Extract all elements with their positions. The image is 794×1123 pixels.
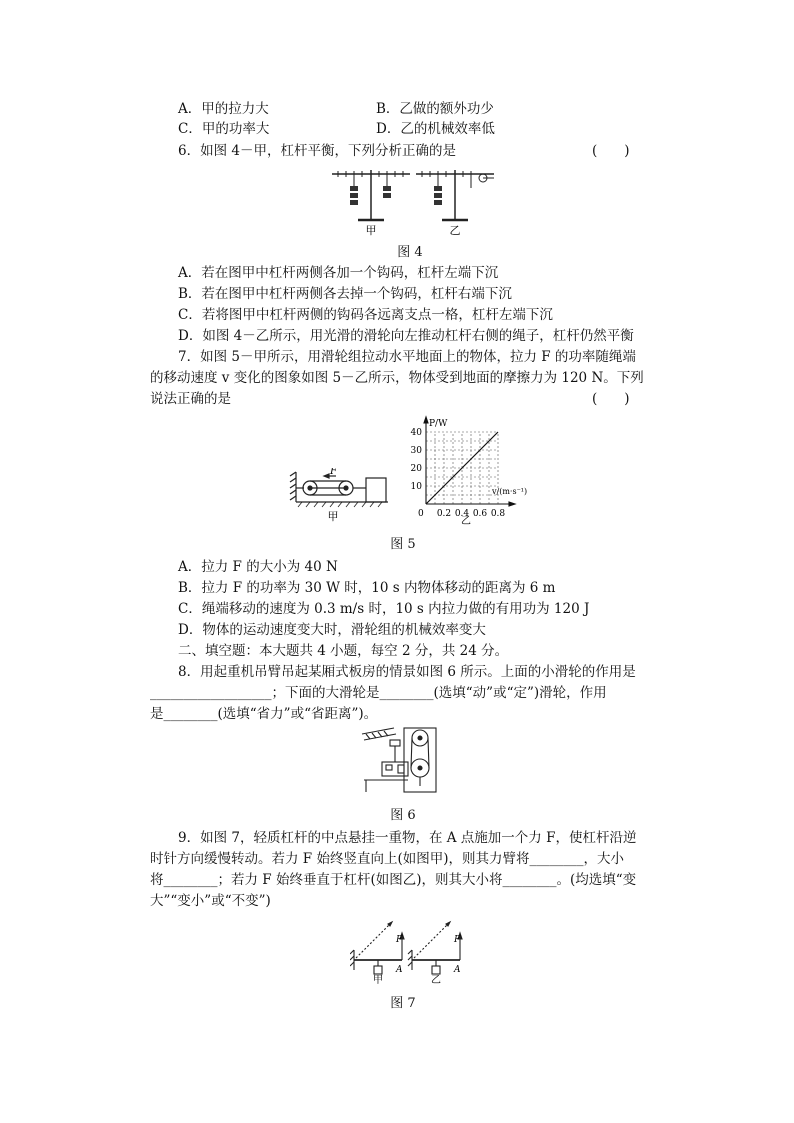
fig7b-force-label: F <box>454 935 461 945</box>
q6-option-c: C．若将图甲中杠杆两侧的钩码各远离支点一格，杠杆左端下沉 <box>178 307 553 323</box>
lever-b <box>416 170 494 220</box>
fig7-caption: 图 7 <box>390 996 416 1011</box>
chart-x-tick-label: 0.4 <box>454 509 470 519</box>
q5-option-d: D．乙的机械效率低 <box>376 121 495 137</box>
q6-option-d: D．如图 4－乙所示，用光滑的滑轮向左推动杠杆右侧的绳子，杠杆仍然平衡 <box>178 328 634 344</box>
fig7a-force-label: F <box>396 935 403 945</box>
chart-origin-label: 0 <box>418 509 424 519</box>
q7-option-b: B．拉力 F 的功率为 30 W 时，10 s 内物体移动的距离为 6 m <box>178 580 556 596</box>
q7-line3: 说法正确的是 <box>150 391 231 407</box>
chart-x-tick-label: 0.8 <box>490 509 506 519</box>
q7-option-d: D．物体的运动速度变大时，滑轮组的机械效率变大 <box>178 622 486 638</box>
q7-option-c: C．绳端移动的速度为 0.3 m/s 时，10 s 内拉力做的有用功为 120 J <box>178 601 590 617</box>
q6-option-b: B．若在图甲中杠杆两侧各去掉一个钩码，杠杆右端下沉 <box>178 286 512 302</box>
chart-ylabel: P/W <box>429 419 448 429</box>
fig5a-force-label: F <box>330 468 337 477</box>
q6-option-a: A．若在图甲中杠杆两侧各加一个钩码，杠杆左端下沉 <box>178 265 499 281</box>
q9-line3: 将________；若力 F 始终垂直于杠杆(如图乙)，则其大小将________。(均选填“变 <box>150 872 637 888</box>
fig4-label-a: 甲 <box>365 224 377 237</box>
q5-option-a: A．甲的拉力大 <box>178 101 269 117</box>
chart-y-tick-label: 10 <box>410 482 422 492</box>
q8-line3: 是________(选填“省力”或“省距离”)。 <box>150 706 378 722</box>
q5-option-b: B．乙做的额外功少 <box>376 101 494 117</box>
fig4-caption: 图 4 <box>397 245 423 260</box>
figure-6-crane <box>360 724 438 794</box>
fig7b-point-label: A <box>454 965 461 975</box>
q9-line1: 9．如图 7，轻质杠杆的中点悬挂一重物，在 A 点施加一个力 F，使杠杆沿逆 <box>178 830 637 846</box>
q7-answer-paren: ( ) <box>592 391 630 407</box>
fig5-caption: 图 5 <box>390 537 416 552</box>
q7-line2: 的移动速度 v 变化的图象如图 5－乙所示，物体受到地面的摩擦力为 120 N。下列 <box>150 370 644 386</box>
lever-a <box>332 170 410 220</box>
fig5b-label: 乙 <box>461 516 471 526</box>
q9-line2: 时针方向缓慢转动。若力 F 始终竖直向上(如图甲)，则其力臂将________，大小 <box>150 851 624 867</box>
chart-y-tick-label: 30 <box>410 446 422 456</box>
figure-5b-chart <box>404 414 544 526</box>
chart-x-tick-label: 0.6 <box>472 509 488 519</box>
figure-7-levers <box>350 912 468 984</box>
q6-stem: 6．如图 4－甲，杠杆平衡，下列分析正确的是 <box>178 143 456 159</box>
fig7a-point-label: A <box>396 965 403 975</box>
section2-heading: 二、填空题：本大题共 4 小题，每空 2 分，共 24 分。 <box>178 643 509 659</box>
q7-option-a: A．拉力 F 的大小为 40 N <box>178 559 338 575</box>
fig7-label-a: 甲 <box>373 975 383 984</box>
chart-y-tick-label: 40 <box>410 428 422 438</box>
chart-xlabel: v/(m·s⁻¹) <box>492 487 528 496</box>
q7-line1: 7．如图 5－甲所示，用滑轮组拉动水平地面上的物体，拉力 F 的功率随绳端 <box>178 349 636 365</box>
q6-answer-paren: ( ) <box>592 143 630 159</box>
fig7-label-b: 乙 <box>431 975 441 984</box>
q8-line1: 8．用起重机吊臂吊起某厢式板房的情景如图 6 所示。上面的小滑轮的作用是 <box>178 664 636 680</box>
fig6-caption: 图 6 <box>390 808 416 823</box>
fig5a-label: 甲 <box>327 510 339 523</box>
fig4-label-b: 乙 <box>449 224 461 237</box>
figure-4-levers <box>328 164 498 238</box>
chart-x-tick-label: 0.2 <box>436 509 452 519</box>
figure-5a-pulley <box>288 468 398 524</box>
chart-y-tick-label: 20 <box>410 464 422 474</box>
q9-line4: 大”“变小”或“不变”) <box>150 893 271 909</box>
q5-option-c: C．甲的功率大 <box>178 121 270 137</box>
q8-line2: __________________；下面的大滑轮是________(选填“动”或“定”)滑轮，作用 <box>150 685 607 701</box>
